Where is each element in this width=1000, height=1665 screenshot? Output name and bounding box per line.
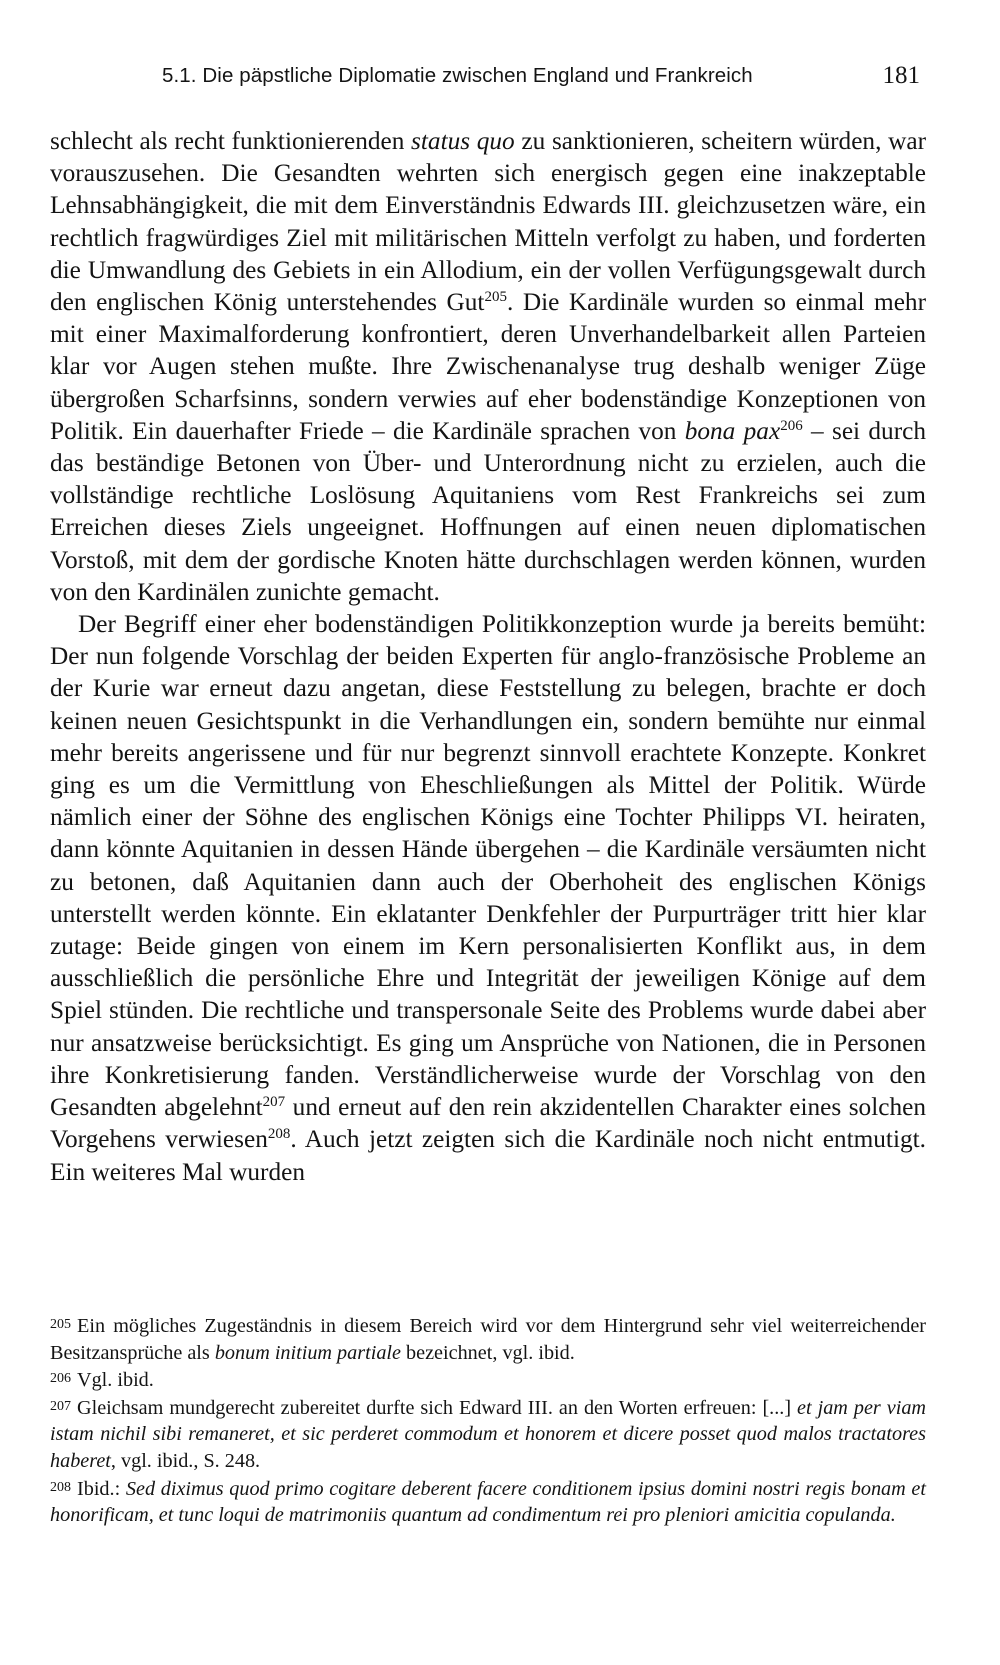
footnote-text: Gleichsam mundgerecht zubereitet durfte sich Edward III. an den Worten erfreuen: [...] (77, 1396, 798, 1419)
text-run: – sei durch das beständige Betonen von Über- und Unterordnung nicht zu erzielen, auch die vollständige rechtliche Loslösung Aquitaniens vom Rest Frankreichs sei zum Erreichen dieses Ziels ungeeignet. Hoffnungen auf einen neuen diplomatischen Vorstoß, mit dem der gordische Knoten hätte durchschlagen werden können, wurden von den Kardinälen zunichte gemacht. (50, 416, 926, 606)
text-run: und erneut auf den rein akzidentellen Charakter eines solchen Vorgehens verwiesen (50, 1093, 926, 1154)
footnote-208 (50, 1475, 926, 1529)
footnote-number: 208 (50, 1479, 71, 1495)
footnote-ref-206[interactable]: 206 (780, 417, 803, 434)
footnote-text: Ein mögliches Zugeständnis in diesem Bereich wird vor dem Hintergrund sehr viel weiterreichender Besitzansprüche als (50, 1315, 926, 1364)
footnote-text: Ibid.: (77, 1477, 126, 1500)
italic-term: status quo (411, 127, 515, 155)
text-run: . Die Kardinäle wurden so einmal mehr mit einer Maximalforderung konfrontiert, deren Unverhandelbarkeit allen Parteien klar vor Augen stehen mußte. Ihre Zwischenanalyse trug deshalb weniger Züge übergroßen Scharfsinns, sondern verwies auf eher bodenständige Konzeptionen von Politik. Ein dauerhafter Friede – die Kardinäle sprachen von (50, 288, 927, 445)
footnote-number: 206 (50, 1371, 71, 1387)
footnote-ref-205[interactable]: 205 (484, 289, 507, 306)
footnote-205 (50, 1312, 926, 1366)
paragraph-1 (50, 125, 926, 608)
footnote-206 (50, 1366, 926, 1394)
footnote-italic: Sed diximus quod primo cogitare deberent facere conditionem ipsius domini nostri regis bonam et honorificam, et tunc loqui de matrimoniis quantum ad condimentum rei pro pleniori amicitia copulanda. (50, 1477, 926, 1527)
footnote-number: 207 (50, 1398, 71, 1414)
footnotes-section (50, 1312, 926, 1529)
italic-term: bona pax (684, 416, 781, 445)
footnote-text: , vgl. ibid., S. 248. (110, 1449, 261, 1472)
footnote-ref-207[interactable]: 207 (262, 1094, 286, 1111)
paragraph-2 (50, 608, 926, 1188)
footnote-text: bezeichnet, vgl. ibid. (401, 1341, 575, 1364)
page-number: 181 (882, 62, 920, 89)
running-header (50, 60, 942, 92)
footnote-italic: bonum initium partiale (214, 1341, 401, 1364)
footnote-number: 205 (50, 1317, 71, 1332)
book-page (50, 0, 942, 1665)
main-text (50, 125, 926, 1188)
footnote-italic: et jam per viam istam nichil sibi remaneret, et sic perderet commodum et honorem et dicere posset quod malos tractatores haberet (50, 1396, 926, 1472)
text-run: Der Begriff einer eher bodenständigen Politikkonzeption wurde ja bereits bemüht: Der nun folgende Vorschlag der beiden Experten für anglo-französische Probleme an der Kurie war erneut dazu angetan, diese Feststellung zu belegen, brachte er doch keinen neuen Gesichtspunkt in die Verhandlungen ein, sondern bemühte nur einmal mehr bereits angerissene und für nur begrenzt sinnvoll erachtete Konzepte. Konkret ging es um die Vermittlung von Eheschließungen als Mittel der Politik. Würde nämlich einer der Söhne des englischen Königs eine Tochter Philipps VI. heiraten, dann könnte Aquitanien in dessen Hände übergehen – die Kardinäle versäumten nicht zu betonen, daß Aquitanien dann auch der Oberhoheit des englischen Königs unterstellt werden könnte. Ein eklatanter Denkfehler der Purpurträger tritt hier klar zutage: Beide gingen von einem im Kern personalisierten Konflikt aus, in dem ausschließlich die persönliche Ehre und Integrität der jeweiligen Könige auf dem Spiel stünden. Die rechtliche und transpersonale Seite des Problems wurde dabei aber nur ansatzweise berücksichtigt. Es ging um Ansprüche von Nationen, die in Personen ihre Konkretisierung fanden. Verständlicherweise wurde der Vorschlag von den Gesandten abgelehnt (50, 610, 926, 1122)
footnote-207 (50, 1394, 926, 1475)
text-run: zu sanktionieren, scheitern würden, war vorauszusehen. Die Gesandten wehrten sich energisch gegen eine inakzeptable Lehnsabhängigkeit, die mit dem Einverständnis Edwards III. gleichzusetzen wäre, ein rechtlich fragwürdiges Ziel mit militärischen Mitteln verfolgt zu haben, und forderten die Umwandlung des Gebiets in ein Allodium, ein der vollen Verfügungsgewalt durch den englischen König unterstehendes Gut (50, 127, 926, 317)
footnote-ref-208[interactable]: 208 (267, 1126, 291, 1143)
text-run: . Auch jetzt zeigten sich die Kardinäle noch nicht entmutigt. Ein weiteres Mal wurden (50, 1125, 926, 1186)
text-run: schlecht als recht funktionierenden (50, 127, 412, 155)
running-title: 5.1. Die päpstliche Diplomatie zwischen England und Frankreich (162, 64, 753, 87)
footnote-text: Vgl. ibid. (77, 1369, 154, 1392)
